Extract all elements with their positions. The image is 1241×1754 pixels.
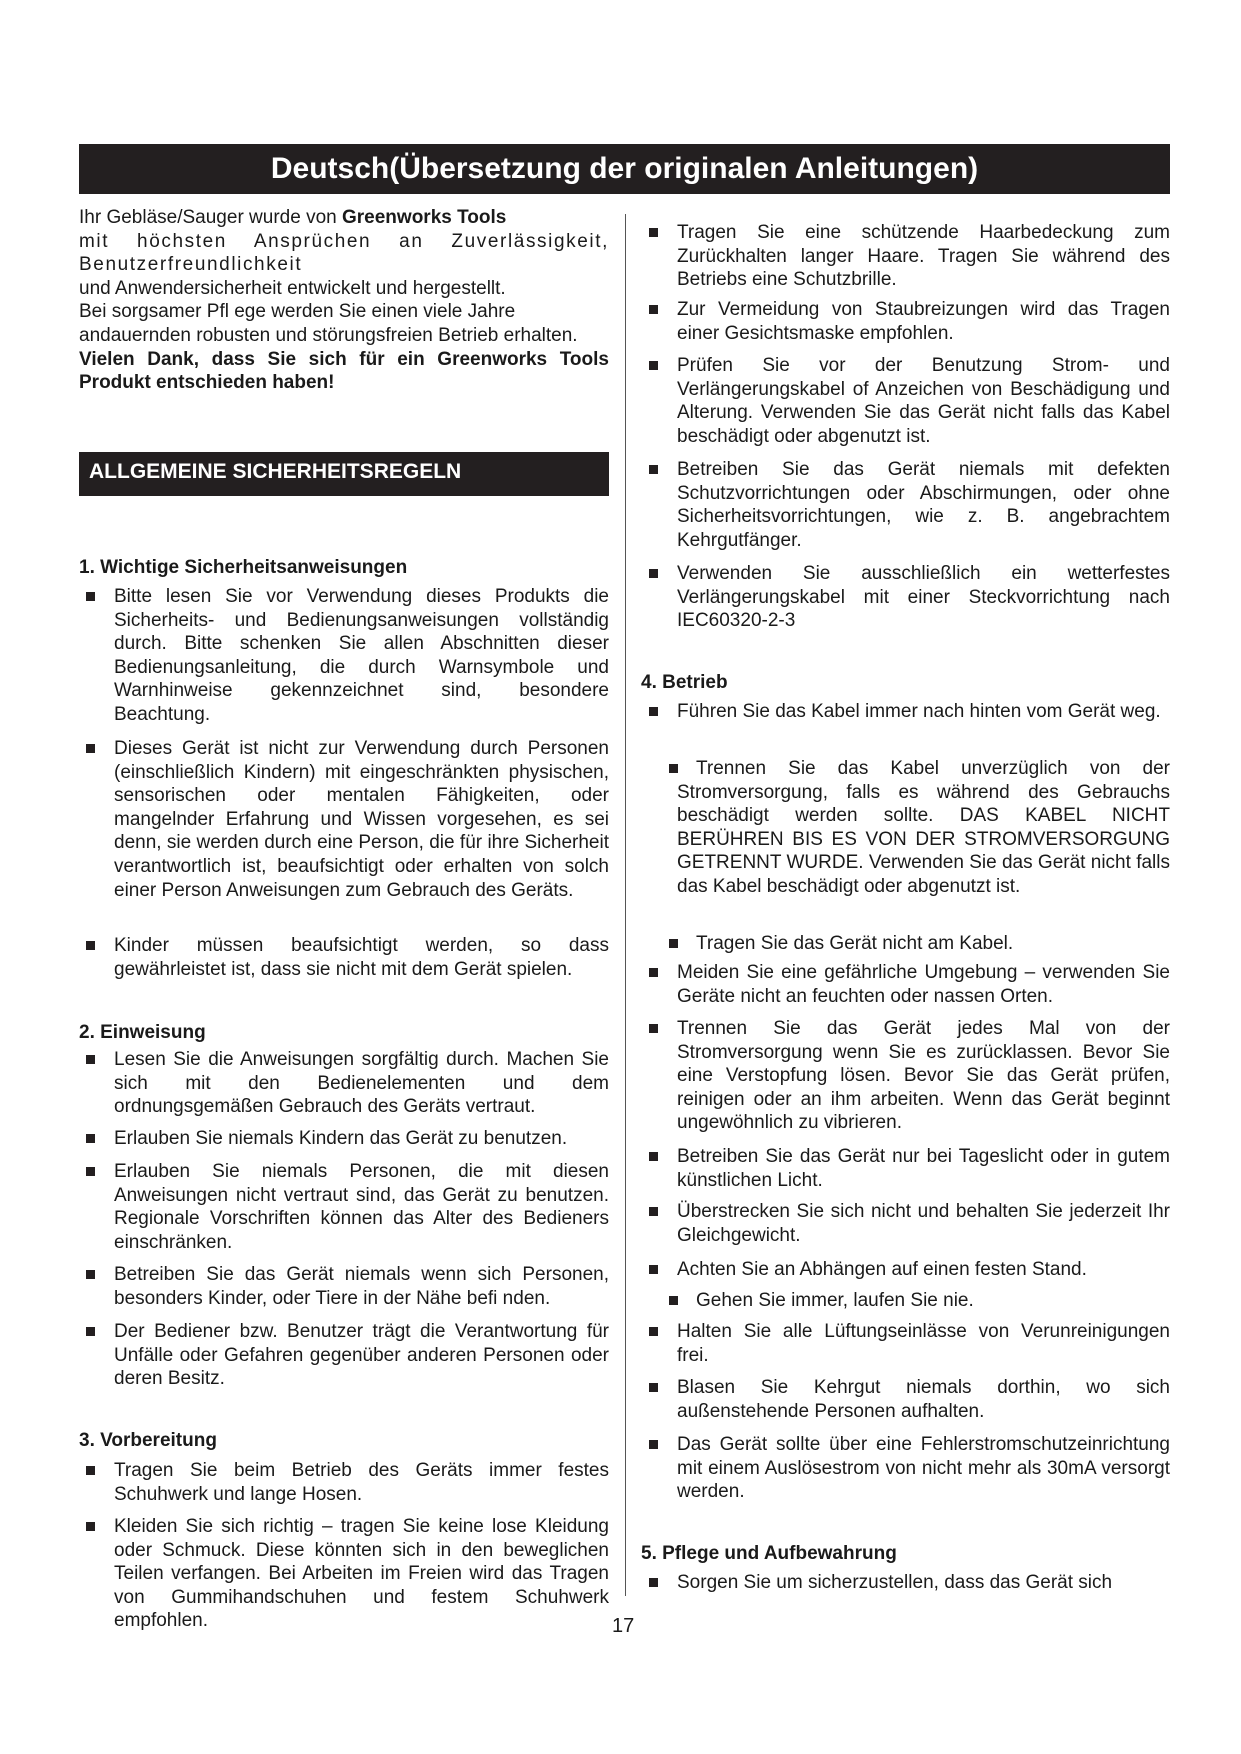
list-item-text: Kinder müssen beaufsichtigt werden, so dass gewährleistet ist, dass sie nicht mit dem Gerät spielen. — [114, 935, 609, 980]
list-item — [677, 298, 1170, 345]
bullet-icon — [649, 1152, 658, 1161]
list-item-text: Trennen Sie das Gerät jedes Mal von der Stromversorgung wenn Sie es zurücklassen. Bevor Sie eine Verstopfung lösen. Bevor Sie das Gerät prüfen, reinigen oder an ihm arbeiten. Wenn das Gerät beginnt ungewöhnlich zu vibrieren. — [677, 1018, 1170, 1134]
list-item-text: Führen Sie das Kabel immer nach hinten vom Gerät weg. — [677, 701, 1161, 722]
list-item — [677, 458, 1170, 552]
list-item — [114, 1320, 609, 1391]
list-item-text: Betreiben Sie das Gerät niemals mit defekten Schutzvorrichtungen oder Abschirmungen, oder ohne Sicherheitsvorrichtungen, wie z. B. angebrachtem Kehrgutfänger. — [677, 459, 1170, 551]
list-item — [114, 934, 609, 981]
bullet-icon — [649, 465, 658, 474]
list-item — [677, 1145, 1170, 1192]
list-item — [677, 961, 1170, 1008]
list-item — [114, 1048, 609, 1119]
list-item — [677, 1433, 1170, 1504]
list-item-text: Erlauben Sie niemals Personen, die mit diesen Anweisungen nicht vertraut sind, das Gerät zu benutzen. Regionale Vorschriften können das Alter des Bedieners einschränken. — [114, 1161, 609, 1253]
list-item-text: Zur Vermeidung von Staubreizungen wird das Tragen einer Gesichtsmaske empfohlen. — [677, 299, 1170, 344]
bullet-icon — [649, 1383, 658, 1392]
intro-line: und Anwendersicherheit entwickelt und hergestellt. — [79, 277, 506, 299]
list-item-text: Dieses Gerät ist nicht zur Verwendung durch Personen (einschließlich Kindern) mit eingeschränkten physischen, sensorischen oder mentalen Fähigkeiten, oder mangelnder Erfahrung und Wissen vorgesehen, es sei denn, sie werden durch eine Person, die für ihre Sicherheit verantwortlich ist, beaufsichtigt oder erhalten von solch einer Person Anweisungen zum Gebrauch des Geräts. — [114, 738, 609, 901]
page-title: Deutsch(Übersetzung der originalen Anleitungen) — [79, 144, 1170, 194]
bullet-icon — [649, 228, 658, 237]
list-item — [677, 1017, 1170, 1135]
intro-text — [79, 206, 609, 395]
list-item — [677, 221, 1170, 292]
bullet-icon — [649, 1578, 658, 1587]
section-heading: 1. Wichtige Sicherheitsanweisungen — [79, 557, 408, 578]
bullet-icon — [669, 764, 678, 773]
list-item-text: Blasen Sie Kehrgut niemals dorthin, wo sich außenstehende Personen aufhalten. — [677, 1377, 1170, 1422]
list-item-text: Tragen Sie das Gerät nicht am Kabel. — [696, 933, 1014, 954]
list-item — [114, 1160, 609, 1254]
bullet-icon — [86, 941, 95, 950]
brand-name: Greenworks Tools — [342, 207, 507, 228]
intro-line: Bei sorgsamer Pfl ege werden Sie einen viele Jahre — [79, 301, 516, 323]
thanks-text: Vielen Dank, dass Sie sich für ein Greenworks Tools Produkt entschieden haben! — [79, 348, 609, 394]
bullet-icon — [669, 939, 678, 948]
list-item — [114, 1515, 609, 1633]
bullet-icon — [649, 968, 658, 977]
bullet-icon — [649, 1265, 658, 1274]
list-item — [677, 1258, 1170, 1282]
intro-line — [79, 206, 609, 230]
bullet-icon — [86, 744, 95, 753]
list-item — [114, 737, 609, 902]
bullet-icon — [86, 1134, 95, 1143]
section-heading: 3. Vorbereitung — [79, 1430, 217, 1451]
section-heading: 2. Einweisung — [79, 1022, 206, 1043]
bullet-icon — [86, 1466, 95, 1475]
list-item — [677, 562, 1170, 633]
bullet-icon — [86, 1167, 95, 1176]
section-header: ALLGEMEINE SICHERHEITSREGELN — [79, 452, 609, 496]
list-item-text: Meiden Sie eine gefährliche Umgebung – verwenden Sie Geräte nicht an feuchten oder nassen Orten. — [677, 962, 1170, 1007]
section-heading: 4. Betrieb — [641, 672, 728, 693]
list-item-text: Lesen Sie die Anweisungen sorgfältig durch. Machen Sie sich mit den Bedienelementen und dem ordnungsgemäßen Gebrauch des Geräts vertraut. — [114, 1049, 609, 1118]
bullet-icon — [86, 1055, 95, 1064]
list-item-text: Prüfen Sie vor der Benutzung Strom- und Verlängerungskabel of Anzeichen von Beschädigung und Alterung. Verwenden Sie das Gerät nicht falls das Kabel beschädigt oder abgenutzt ist. — [677, 355, 1170, 447]
intro-line: andauernden robusten und störungsfreien Betrieb erhalten. — [79, 324, 578, 346]
list-item-text: Achten Sie an Abhängen auf einen festen Stand. — [677, 1259, 1087, 1280]
list-item-text: Kleiden Sie sich richtig – tragen Sie keine lose Kleidung oder Schmuck. Diese könnten sich in den beweglichen Teilen verfangen. Bei Arbeiten im Freien wird das Tragen von Gummihandschuhen und festem Schuhwerk empfohlen. — [114, 1516, 609, 1632]
list-item-text: Gehen Sie immer, laufen Sie nie. — [696, 1290, 974, 1311]
list-item-text: Verwenden Sie ausschließlich ein wetterfestes Verlängerungskabel mit einer Steckvorrichtung nach IEC60320-2-3 — [677, 563, 1170, 632]
list-item — [677, 354, 1170, 448]
list-item-text: Sorgen Sie um sicherzustellen, dass das Gerät sich — [677, 1572, 1113, 1593]
bullet-icon — [649, 1024, 658, 1033]
bullet-icon — [649, 1440, 658, 1449]
intro-line: mit höchsten Ansprüchen an Zuverlässigkeit, Benutzerfreundlichkeit — [79, 230, 609, 276]
bullet-icon — [649, 569, 658, 578]
bullet-icon — [649, 1327, 658, 1336]
bullet-icon — [669, 1296, 678, 1305]
section-heading: 5. Pflege und Aufbewahrung — [641, 1543, 897, 1564]
list-item — [677, 1320, 1170, 1367]
list-item — [677, 1200, 1170, 1247]
list-item — [677, 757, 1170, 899]
list-item-text: Überstrecken Sie sich nicht und behalten Sie jederzeit Ihr Gleichgewicht. — [677, 1201, 1170, 1246]
list-item-text: Erlauben Sie niemals Kindern das Gerät zu benutzen. — [114, 1128, 568, 1149]
bullet-icon — [86, 1270, 95, 1279]
list-item — [114, 1263, 609, 1310]
list-item — [677, 1376, 1170, 1423]
list-item-text: Tragen Sie eine schützende Haarbedeckung zum Zurückhalten langer Haare. Tragen Sie während des Betriebs eine Schutzbrille. — [677, 222, 1170, 291]
list-item — [677, 932, 1170, 956]
list-item — [114, 585, 609, 727]
list-item — [677, 1289, 1170, 1313]
bullet-icon — [86, 1327, 95, 1336]
bullet-icon — [649, 707, 658, 716]
bullet-icon — [649, 361, 658, 370]
list-item-text: Bitte lesen Sie vor Verwendung dieses Produkts die Sicherheits- und Bedienungsanweisungen vollständig durch. Bitte schenken Sie allen Abschnitten dieser Bedienungsanleitung, die durch Warnsymbole und Warnhinweise gekennzeichnet sind, besondere Beachtung. — [114, 586, 609, 725]
bullet-icon — [86, 592, 95, 601]
column-divider — [625, 214, 626, 1596]
list-item — [114, 1127, 609, 1151]
list-item-text: Der Bediener bzw. Benutzer trägt die Verantwortung für Unfälle oder Gefahren gegenüber anderen Personen oder deren Besitz. — [114, 1321, 609, 1390]
list-item-text: Das Gerät sollte über eine Fehlerstromschutzeinrichtung mit einem Auslösestrom von nicht mehr als 30mA versorgt werden. — [677, 1434, 1170, 1503]
intro-text-span: Ihr Gebläse/Sauger wurde von — [79, 207, 342, 228]
list-item — [677, 700, 1170, 724]
list-item-text: Trennen Sie das Kabel unverzüglich von der Stromversorgung, falls es während des Gebrauchs beschädigt werden sollte. DAS KABEL NICHT BERÜHREN BIS ES VON DER STROMVERSORGUNG GETRENNT WURDE. Verwenden Sie das Gerät nicht falls das Kabel beschädigt oder abgenutzt ist. — [677, 758, 1170, 897]
list-item-text: Betreiben Sie das Gerät nur bei Tageslicht oder in gutem künstlichen Licht. — [677, 1146, 1170, 1191]
bullet-icon — [86, 1522, 95, 1531]
list-item-text: Halten Sie alle Lüftungseinlässe von Verunreinigungen frei. — [677, 1321, 1170, 1366]
bullet-icon — [649, 1207, 658, 1216]
page-number: 17 — [612, 1615, 635, 1637]
list-item-text: Betreiben Sie das Gerät niemals wenn sich Personen, besonders Kinder, oder Tiere in der Nähe befi nden. — [114, 1264, 609, 1309]
list-item-text: Tragen Sie beim Betrieb des Geräts immer festes Schuhwerk und lange Hosen. — [114, 1460, 609, 1505]
list-item — [677, 1571, 1170, 1595]
list-item — [114, 1459, 609, 1506]
bullet-icon — [649, 305, 658, 314]
